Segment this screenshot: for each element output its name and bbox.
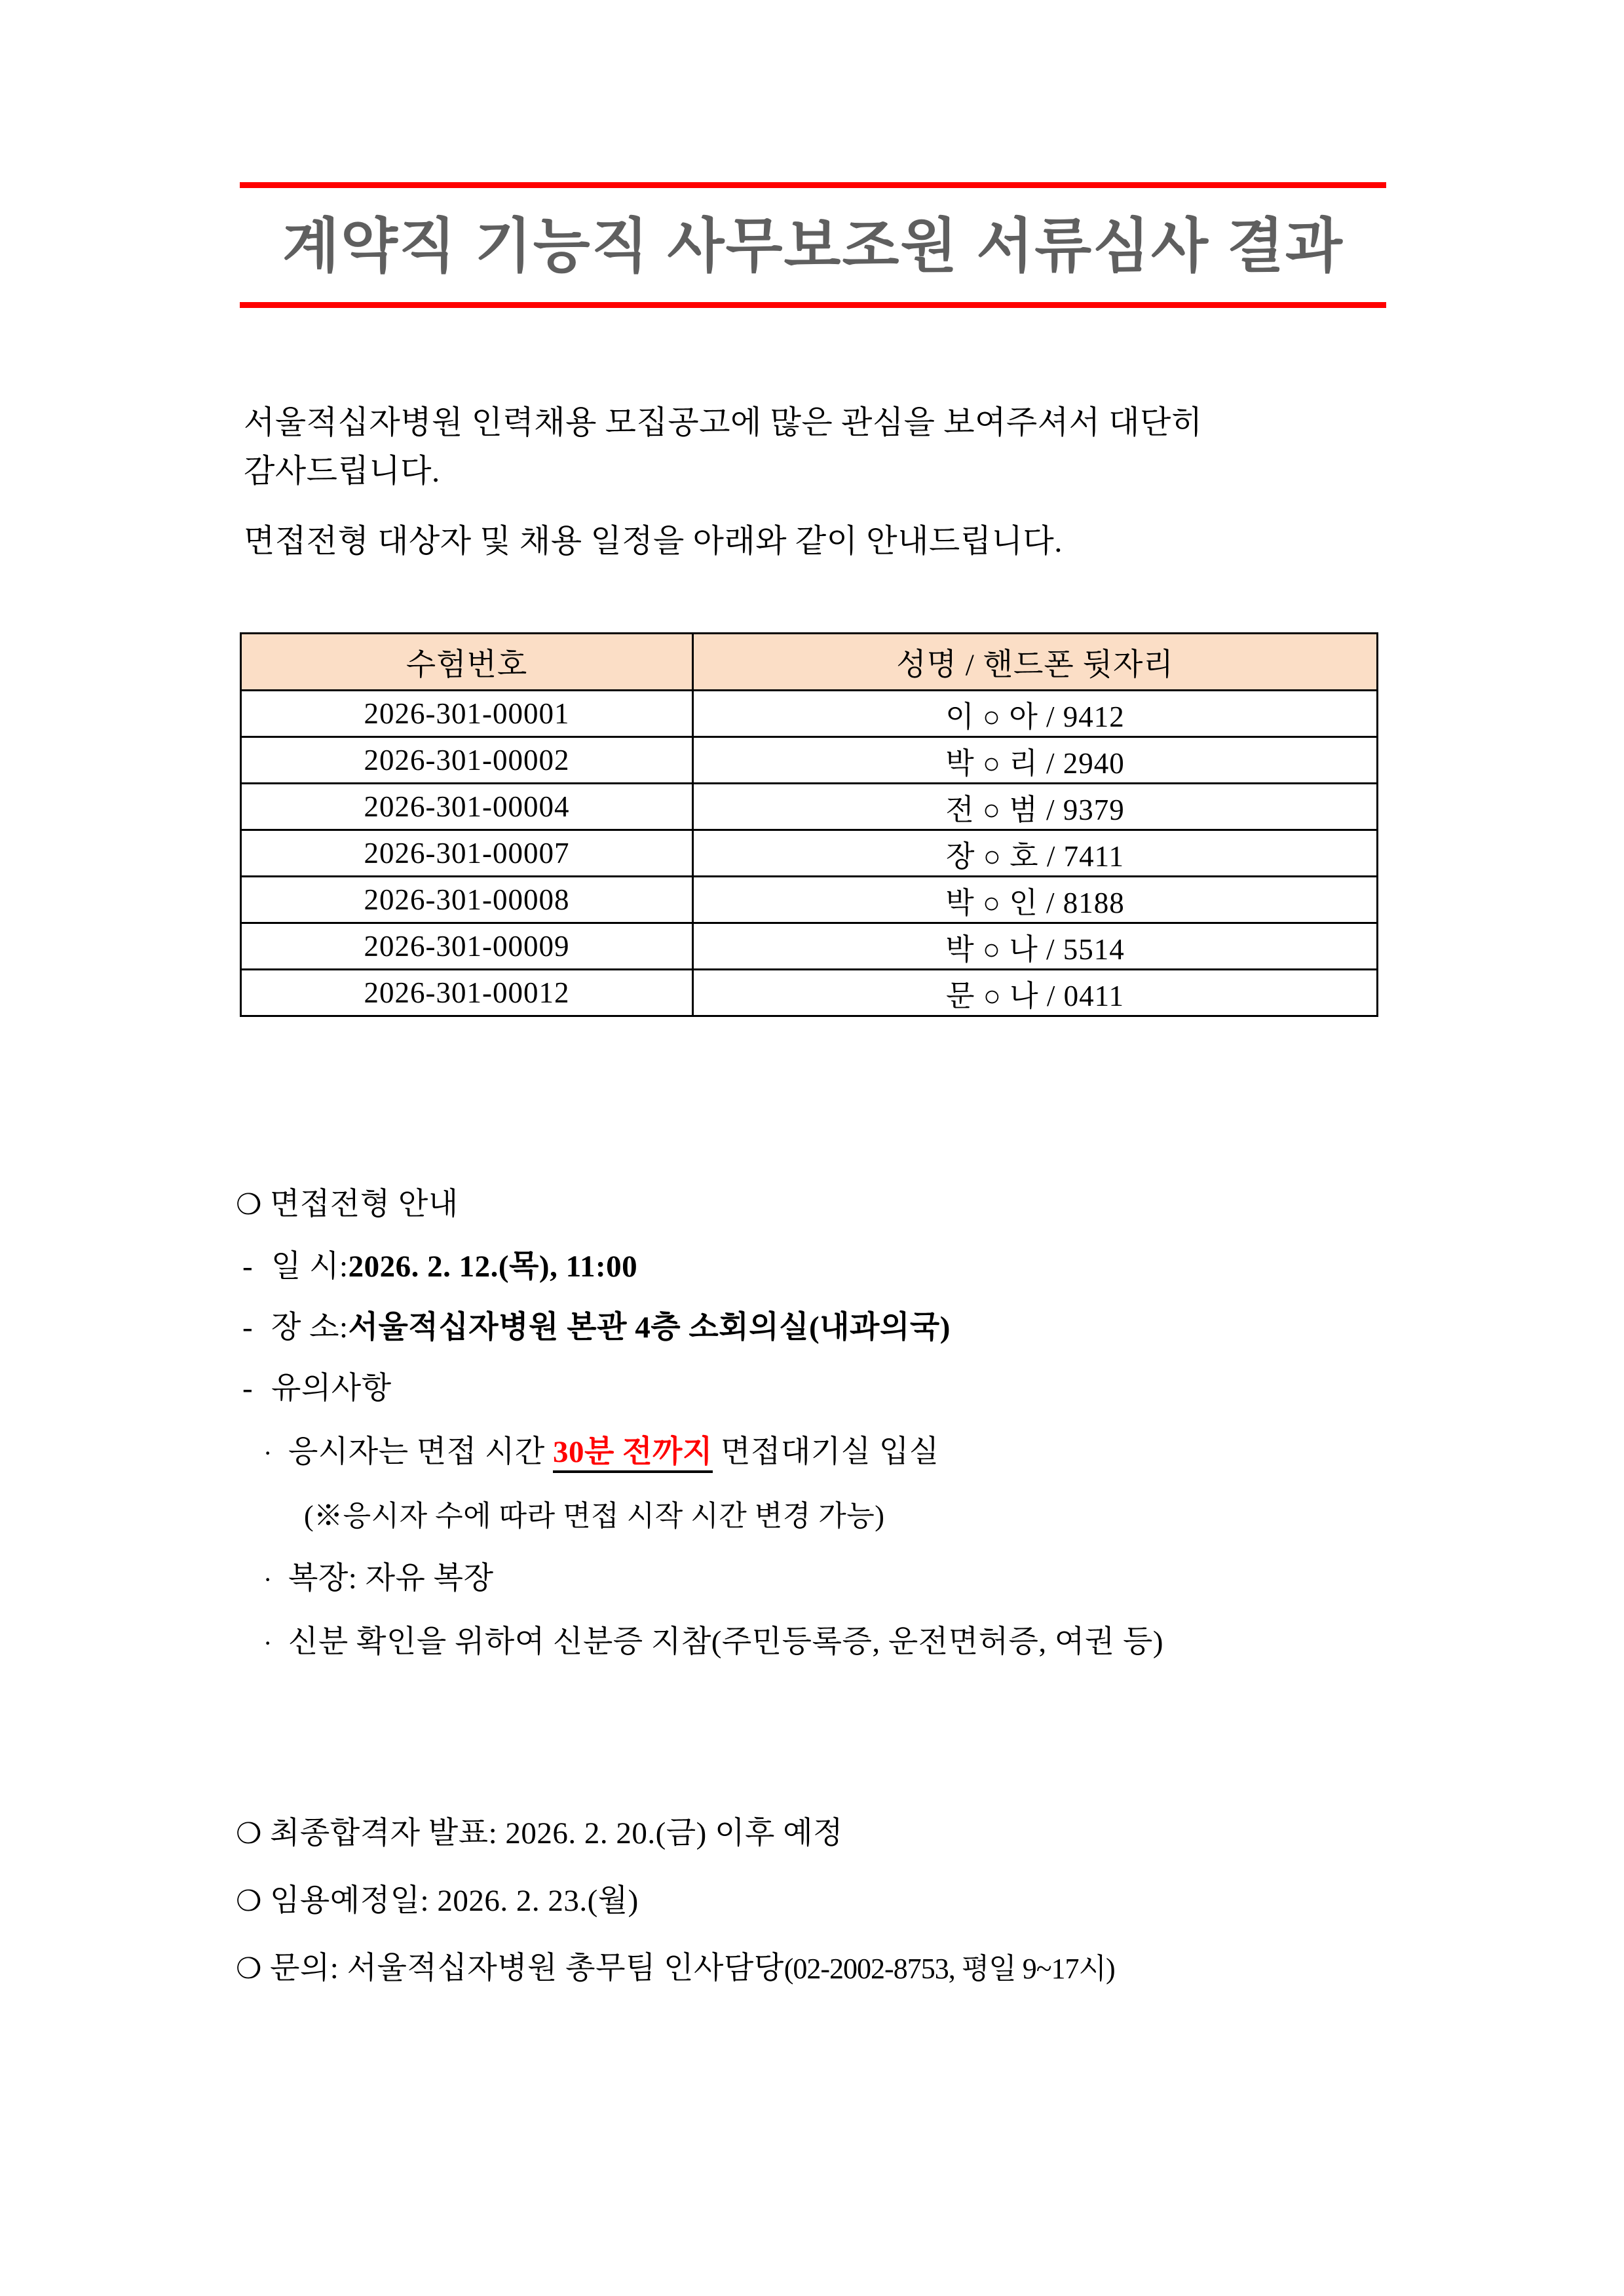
cell-name-phone: 박 ○ 인 / 8188 <box>693 877 1378 923</box>
notice-appointment-date <box>236 1886 1481 1917</box>
notice-notes-heading <box>236 1373 1408 1404</box>
table-row <box>241 877 1378 923</box>
table-row <box>241 970 1378 1016</box>
notice-place <box>236 1312 1408 1343</box>
cell-exam-number: 2026-301-00007 <box>241 830 693 877</box>
intro-line-3: 면접전형 대상자 및 채용 일정을 아래와 같이 안내드립니다. <box>244 522 1063 559</box>
rule-top <box>240 182 1386 188</box>
table-row <box>241 784 1378 830</box>
note-2-text: 복장: 자유 복장 <box>288 1561 494 1596</box>
cell-name-phone: 박 ○ 나 / 5514 <box>693 923 1378 970</box>
dash-marker-icon: - <box>242 1371 254 1406</box>
cell-exam-number: 2026-301-00012 <box>241 970 693 1016</box>
intro-line-1: 서울적십자병원 인력채용 모집공고에 많은 관심을 보여주셔서 대단히 <box>244 404 1203 440</box>
dot-marker-icon: · <box>263 1438 273 1468</box>
cell-exam-number: 2026-301-00009 <box>241 923 693 970</box>
appointment-date-text: 임용예정일: 2026. 2. 23.(월) <box>270 1884 639 1918</box>
page-title: 계약직 기능직 사무보조원 서류심사 결과 <box>282 214 1344 279</box>
dot-marker-icon: · <box>263 1565 273 1594</box>
cell-exam-number: 2026-301-00008 <box>241 877 693 923</box>
cell-name-phone: 장 ○ 호 / 7411 <box>693 830 1378 877</box>
contact-text: 문의: 서울적십자병원 총무팀 인사담당 <box>270 1951 784 1985</box>
notice-note-2 <box>236 1563 1408 1594</box>
note-1-post: 면접대기실 입실 <box>712 1435 939 1469</box>
dot-marker-icon: · <box>263 1628 273 1658</box>
table-row <box>241 737 1378 784</box>
dash-marker-icon: - <box>242 1250 254 1284</box>
note-1-subtext: (※응시자 수에 따라 면접 시작 시간 변경 가능) <box>304 1500 885 1532</box>
table-row <box>241 691 1378 737</box>
final-result-text: 최종합격자 발표: 2026. 2. 20.(금) 이후 예정 <box>270 1816 843 1850</box>
note-1-highlight: 30분 전까지 <box>553 1435 713 1473</box>
datetime-value: 2026. 2. 12.(목), 11:00 <box>348 1250 638 1284</box>
cell-name-phone: 문 ○ 나 / 0411 <box>693 970 1378 1016</box>
table-row <box>241 923 1378 970</box>
interview-notice-list <box>236 1189 1408 1658</box>
notice-final-result <box>236 1818 1481 1849</box>
note-1-pre: 응시자는 면접 시간 <box>288 1435 553 1469</box>
cell-exam-number: 2026-301-00002 <box>241 737 693 784</box>
title-block <box>240 182 1386 308</box>
intro-paragraph <box>244 398 1397 565</box>
place-label: 장 소: <box>271 1311 349 1345</box>
intro-line-2: 감사드립니다. <box>244 453 440 489</box>
notice-datetime <box>236 1252 1408 1282</box>
circle-marker-icon: ❍ <box>236 1189 262 1221</box>
contact-detail-text: (02-2002-8753, 평일 9~17시) <box>784 1953 1115 1985</box>
rule-bottom <box>240 302 1386 308</box>
circle-marker-icon: ❍ <box>236 1818 262 1850</box>
interview-heading-label: 면접전형 안내 <box>270 1187 459 1221</box>
dash-marker-icon: - <box>242 1311 254 1345</box>
notice-note-3 <box>236 1627 1408 1658</box>
datetime-label: 일 시: <box>271 1250 349 1284</box>
table-row <box>241 830 1378 877</box>
cell-name-phone: 전 ○ 범 / 9379 <box>693 784 1378 830</box>
cell-exam-number: 2026-301-00004 <box>241 784 693 830</box>
place-value: 서울적십자병원 본관 4층 소회의실(내과의국) <box>348 1311 951 1345</box>
cell-name-phone: 박 ○ 리 / 2940 <box>693 737 1378 784</box>
circle-marker-icon: ❍ <box>236 1953 262 1985</box>
note-3-text: 신분 확인을 위하여 신분증 지참(주민등록증, 운전면허증, 여권 등) <box>288 1625 1164 1659</box>
column-header-name-phone: 성명 / 핸드폰 뒷자리 <box>693 634 1378 691</box>
notice-contact <box>236 1953 1481 1984</box>
table-header-row <box>241 634 1378 691</box>
notes-label: 유의사항 <box>271 1371 392 1406</box>
footer-notice-list <box>236 1818 1481 1984</box>
notice-note-1 <box>236 1437 1408 1468</box>
cell-exam-number: 2026-301-00001 <box>241 691 693 737</box>
results-table <box>240 632 1378 1017</box>
column-header-exam-number: 수험번호 <box>241 634 693 691</box>
circle-marker-icon: ❍ <box>236 1885 262 1917</box>
cell-name-phone: 이 ○ 아 / 9412 <box>693 691 1378 737</box>
notice-interview-heading <box>236 1189 1408 1220</box>
